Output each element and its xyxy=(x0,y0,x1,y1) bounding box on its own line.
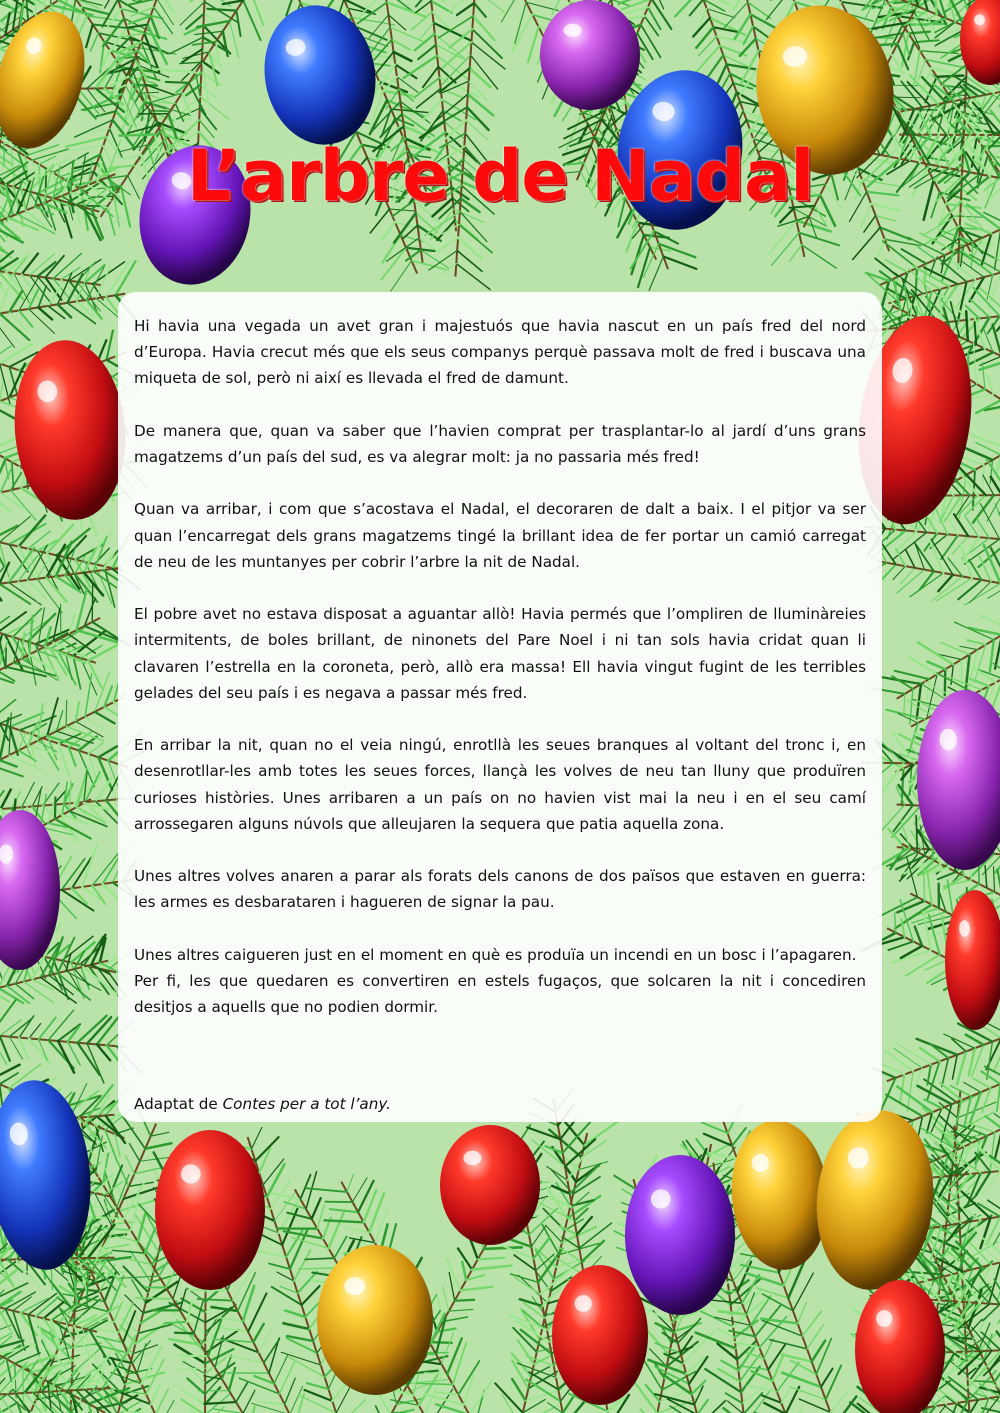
paragraph: Unes altres caigueren just en el moment en què es produïa un incendi en un bosc i l’apagaren. xyxy=(134,945,857,964)
credit-prefix: Adaptat de xyxy=(134,1095,223,1113)
paragraph: El pobre avet no estava disposat a aguantar allò! Havia permés que l’ompliren de lluminàreies intermitents, de boles brillant, de ninonets del Pare Noel i ni tan sols havia cridat quan li clavaren l’estrella en la coroneta, però, allò era massa! Ell havia vingut fugint de les terribles gelades del seu país i es negava a passar més fred. xyxy=(134,605,866,702)
paragraph: De manera que, quan va saber que l’havien comprat per trasplantar-lo al jardí d’uns grans magatzems d’un país del sud, es va alegrar molt: ja no passaria més fred! xyxy=(134,421,866,466)
story-text xyxy=(134,313,866,1047)
paragraph: Unes altres volves anaren a parar als forats dels canons de dos països que estaven en guerra: les armes es desbarataren i hagueren de signar la pau. xyxy=(134,867,866,912)
paragraph: Per fi, les que quedaren es convertiren en estels fugaços, que solcaren la nit i concediren desitjos a aquells que no podien dormir. xyxy=(134,971,866,1017)
paragraph: Hi havia una vegada un avet gran i majestuós que havia nascut en un país fred del nord d’Europa. Havia crecut més que els seus companys perquè passava molt de fred i buscava una miqueta de sol, però ni així es llevada el fred de damunt. xyxy=(134,317,866,388)
credit-book-title: Contes per a tot l’any. xyxy=(222,1095,391,1113)
page-title: L’arbre de Nadal xyxy=(186,135,814,217)
paragraph: En arribar la nit, quan no el veia ningú, enrotllà les seues branques al voltant del tronc i, en desenrotllar-les amb totes les seues forces, llançà les volves de neu tan lluny que produïren curioses històries. Unes arribaren a un país on no havien vist mai la neu i en el seu camí arrossegaren alguns núvols que alleujaren la sequera que patia aquella zona. xyxy=(134,736,866,833)
source-credit xyxy=(134,1091,734,1117)
paragraph: Quan va arribar, i com que s’acostava el Nadal, el decoraren de dalt a baix. I el pitjor va ser quan l’encarregat dels grans magatzems tingé la brillant idea de fer portar un camió carregat de neu de les muntanyes per cobrir l’arbre la nit de Nadal. xyxy=(134,500,866,571)
